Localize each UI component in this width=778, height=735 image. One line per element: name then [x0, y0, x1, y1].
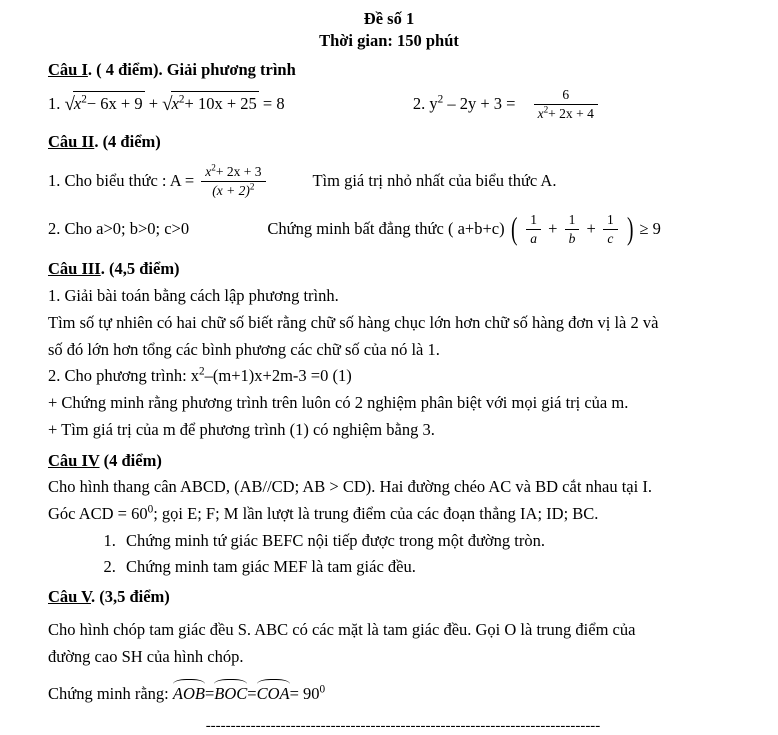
fraction-1b-num: 1	[565, 212, 580, 230]
fraction-A-num-exp: 2	[211, 162, 216, 173]
footer-rule: -------------------------------------------------------------------------------	[205, 718, 601, 735]
fraction-1b-den: b	[568, 230, 576, 246]
angle-coa: COA	[257, 682, 290, 707]
page-subtitle: Thời gian: 150 phút	[319, 31, 459, 51]
fraction-q2-denominator	[534, 105, 598, 122]
left-paren: (	[510, 211, 518, 247]
radicand-1-exp: 2	[81, 93, 87, 106]
fraction-A-numerator	[201, 164, 265, 182]
fraction-A-num-var: x	[205, 164, 212, 180]
section-2-line-2	[48, 213, 758, 247]
section-3-eq-pre: 2. Cho phương trình: x	[48, 366, 200, 386]
section-4-angle-line	[48, 502, 758, 527]
fraction-q2	[534, 87, 598, 121]
q2-prefix: 2.	[412, 94, 426, 114]
section-heading-1	[48, 58, 758, 83]
radicand-1-rest: − 6x + 9	[86, 94, 143, 114]
fraction-1c-num: 1	[603, 212, 618, 230]
fraction-A-denominator	[201, 182, 265, 199]
section-4-goc-pre: Góc ACD = 60	[48, 504, 148, 524]
fraction-q2-den-rest: + 2x + 4	[548, 105, 594, 121]
section-4-ordered-list	[48, 529, 758, 580]
section-heading-4-rest: (4 điểm)	[99, 450, 162, 470]
radicand-1-var: x	[73, 94, 82, 114]
fraction-1c	[603, 212, 618, 246]
radicand-2-exp: 2	[178, 93, 185, 106]
fraction-A	[201, 164, 265, 198]
fraction-1a-num: 1	[526, 212, 541, 230]
q1-prefix: 1.	[48, 94, 61, 114]
section-heading-2-rest: . (4 điểm)	[94, 132, 161, 152]
fraction-A-den-exp: 2	[249, 181, 255, 192]
section-3-line-4: + Chứng minh rằng phương trình trên luôn có 2 nghiệm phân biệt với mọi giá trị của m.	[48, 393, 629, 413]
section-3-line-5: + Tìm giá trị của m để phương trình (1) có nghiệm bằng 3.	[48, 419, 435, 439]
section-2-line-2-right-pre: Chứng minh bất đẳng thức ( a+b+c)	[267, 219, 505, 239]
section-heading-1-label: Câu I	[48, 59, 88, 79]
section-2-line-2-tail: ≥ 9	[639, 219, 661, 239]
fraction-1a	[526, 212, 541, 246]
page-title: Đề số 1	[363, 9, 415, 28]
radical-sign-1: √	[64, 94, 75, 116]
plus-1: +	[548, 219, 558, 239]
right-paren: )	[626, 211, 634, 247]
section-5-final-pre: Chứng minh rằng:	[48, 683, 169, 703]
section-3-equation-line	[48, 364, 758, 389]
section-3-eq-exp: 2	[199, 365, 205, 378]
sqrt-expression-2	[162, 90, 259, 118]
section-heading-4	[48, 449, 758, 474]
section-2-line-2-left: 2. Cho a>0; b>0; c>0	[48, 219, 190, 239]
section-2-line-1-right: Tìm giá trị nhỏ nhất của biểu thức A.	[312, 170, 557, 190]
fraction-1c-den: c	[607, 230, 614, 246]
section-2-line-1-prefix: 1. Cho biểu thức : A =	[48, 170, 195, 190]
fraction-A-den-body: (x + 2)	[212, 182, 250, 198]
angle-aob: AOB	[173, 682, 205, 707]
q2-lhs-rest: – 2y + 3 =	[447, 94, 516, 114]
radicand-1	[73, 91, 145, 117]
angle-boc: BOC	[214, 682, 247, 707]
section-heading-4-label: Câu IV	[48, 450, 100, 470]
section-heading-1-rest: . ( 4 điểm). Giải phương trình	[87, 59, 296, 79]
section-heading-5-rest: . (3,5 điểm)	[90, 587, 170, 607]
section-3-line-2: Tìm số tự nhiên có hai chữ số biết rằng chữ số hàng chục lớn hơn chữ số hàng đơn vị là 2 và	[48, 312, 659, 332]
list-item: 2. Chứng minh tam giác MEF là tam giác đều.	[120, 555, 758, 580]
document-page	[0, 8, 778, 735]
section-3-eq-post: –(m+1)x+2m-3 =0 (1)	[204, 366, 352, 386]
section-4-line-1: Cho hình thang cân ABCD, (AB//CD; AB > CD). Hai đường chéo AC và BD cắt nhau tại I.	[48, 477, 652, 497]
section-3-line-3: số đó lớn hơn tổng các bình phương các chữ số của nó là 1.	[48, 339, 440, 359]
section-heading-2	[48, 130, 758, 155]
section-3-line-1: 1. Giải bài toán bằng cách lập phương trình.	[48, 286, 339, 306]
fraction-1b	[565, 212, 580, 246]
radical-sign-2: √	[162, 94, 173, 116]
list-item: 1. Chứng minh tứ giác BEFC nội tiếp được trong một đường tròn.	[120, 529, 758, 554]
fraction-q2-den-exp: 2	[543, 104, 549, 115]
section-heading-3-rest: . (4,5 điểm)	[100, 259, 180, 279]
final-degree-exp: 0	[319, 683, 326, 696]
section-4-goc-exp: 0	[147, 503, 154, 516]
final-eq-1: =	[204, 683, 215, 703]
section-heading-5	[48, 585, 758, 610]
fraction-A-num-rest: + 2x + 3	[215, 164, 262, 180]
section-5-final-line	[48, 682, 758, 707]
radicand-2	[171, 91, 259, 117]
plus-2: +	[586, 219, 596, 239]
radicand-2-var: x	[171, 94, 179, 114]
section-heading-3	[48, 257, 758, 282]
q1-plus: +	[148, 94, 159, 114]
section-2-line-1	[48, 162, 758, 199]
radicand-2-rest: + 10x + 25	[184, 94, 257, 114]
q1-equals: = 8	[262, 94, 285, 114]
final-eq-3: = 90	[289, 683, 320, 703]
section-5-line-1: Cho hình chóp tam giác đều S. ABC có các mặt là tam giác đều. Gọi O là trung điểm của	[48, 620, 636, 640]
section-heading-3-label: Câu III	[48, 259, 101, 279]
fraction-q2-den-var: x	[537, 105, 544, 121]
section-4-goc-post: ; gọi E; F; M lần lượt là trung điểm của các đoạn thẳng IA; ID; BC.	[153, 504, 599, 524]
fraction-q2-numerator: 6	[534, 87, 598, 105]
document-body	[0, 58, 778, 735]
q2-lhs: y	[429, 94, 438, 114]
fraction-1a-den: a	[530, 230, 538, 246]
section-1-equation-row	[48, 88, 758, 122]
section-5-line-2: đường cao SH của hình chóp.	[48, 646, 244, 666]
final-eq-2: =	[247, 683, 257, 703]
section-heading-5-label: Câu V	[48, 587, 91, 607]
q2-lhs-exp: 2	[437, 93, 444, 106]
sqrt-expression-1	[65, 90, 145, 118]
section-heading-2-label: Câu II	[48, 132, 95, 152]
